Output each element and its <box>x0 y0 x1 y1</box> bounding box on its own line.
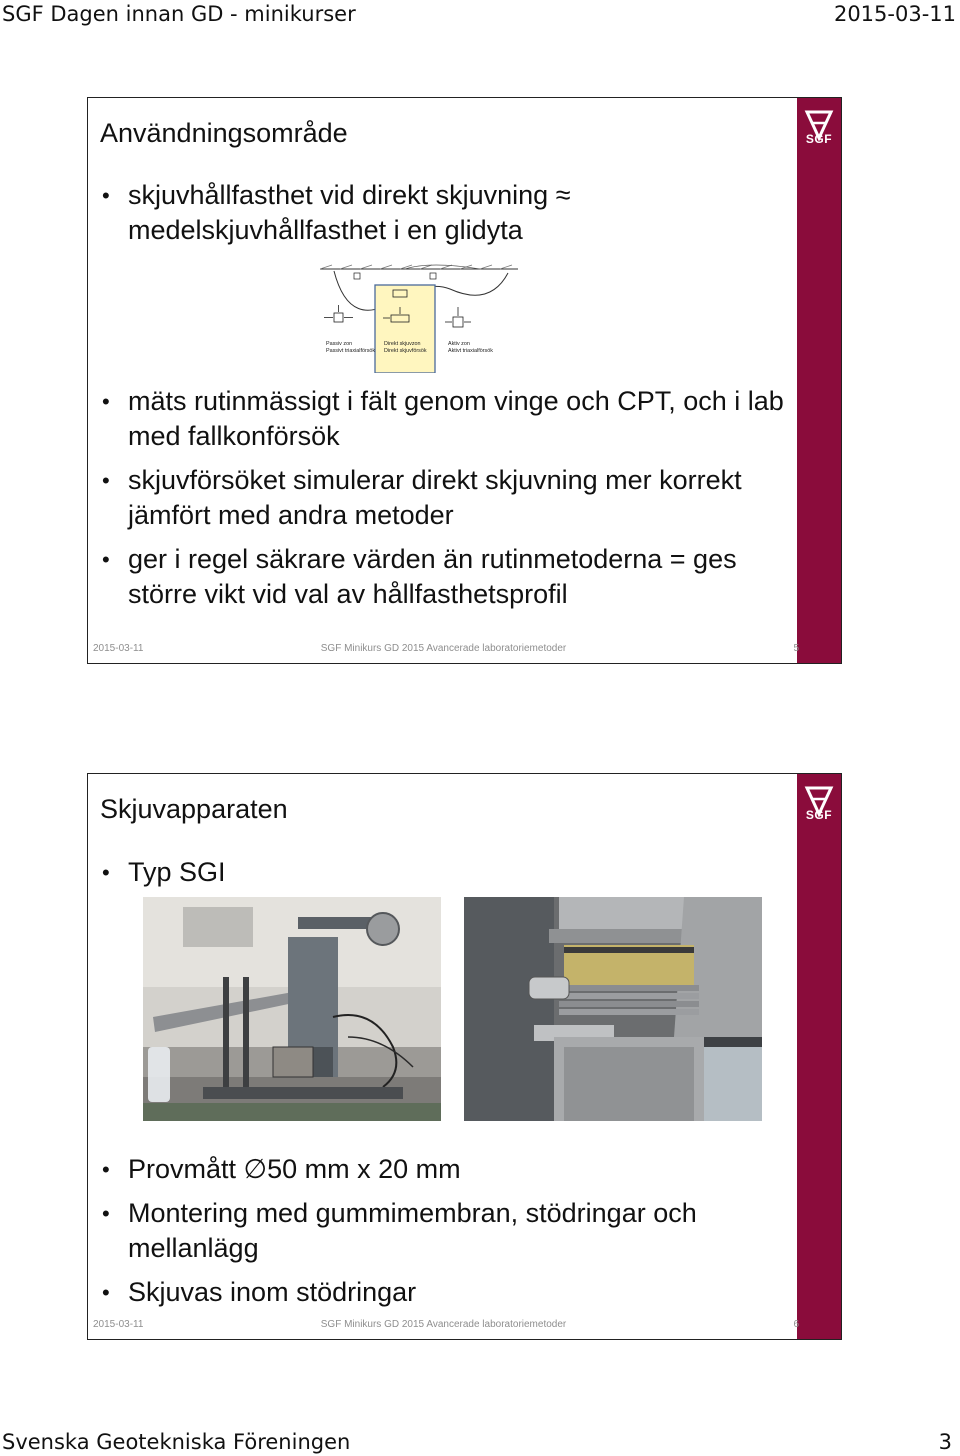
page-header-date: 2015-03-11 <box>833 2 956 26</box>
provmatt-prefix: Provmått <box>128 1154 244 1184</box>
diagram-label: Direkt skjuvzon <box>384 341 421 347</box>
sgf-logo-icon <box>803 108 835 154</box>
slide-title: Användningsområde <box>100 118 348 148</box>
diagram-label: Passiv zon <box>326 341 353 347</box>
provmatt-value: 50 mm x 20 mm <box>267 1154 461 1184</box>
list-item: • ger i regel säkrare värden än rutinmetoderna = ges större vikt vid val av hållfasthetsprofil <box>100 542 790 612</box>
page-header <box>0 0 960 30</box>
brand-sidebar <box>797 774 841 1339</box>
bullet-list-bottom <box>100 384 790 621</box>
slide-footer-date: 2015-03-11 <box>93 1319 144 1330</box>
slide-footer-course: SGF Minikurs GD 2015 Avancerade laboratoriemetoder <box>320 1319 567 1330</box>
page-number: 3 <box>938 1430 952 1454</box>
diagram-label: Aktiv zon <box>448 341 470 347</box>
page-footer-organization: Svenska Geotekniska Föreningen <box>2 1430 351 1454</box>
list-item: • skjuvförsöket simulerar direkt skjuvning mer korrekt jämfört med andra metoder <box>100 463 790 533</box>
diagram-label: Passivt triaxialförsök <box>326 348 376 354</box>
bullet-list-top <box>100 178 790 257</box>
slide-5 <box>87 97 842 664</box>
sgf-logo-text: SGF <box>805 808 833 822</box>
page-header-title: SGF Dagen innan GD - minikurser <box>2 2 356 26</box>
diagram-label: Direkt skjuvförsök <box>384 348 427 354</box>
bullet-list-bottom <box>100 1152 790 1319</box>
list-item: • Typ SGI <box>100 855 790 890</box>
slide-footer-course: SGF Minikurs GD 2015 Avancerade laboratoriemetoder <box>320 643 567 654</box>
sgf-logo-icon <box>803 784 835 830</box>
slide-footer <box>88 643 799 659</box>
shear-apparatus-photo <box>143 897 441 1121</box>
list-item <box>100 1152 790 1187</box>
slide-footer-number: 6 <box>793 1319 799 1330</box>
slide-footer <box>88 1319 799 1335</box>
slide-footer-date: 2015-03-11 <box>93 643 144 654</box>
diagram-label: Aktivt triaxialförsök <box>448 348 493 354</box>
diameter-symbol: ∅ <box>243 1154 268 1184</box>
shear-zone-diagram <box>320 263 520 373</box>
sgf-logo-text: SGF <box>805 132 833 146</box>
shear-cell-photo <box>464 897 762 1121</box>
slide-6 <box>87 773 842 1340</box>
slide-title: Skjuvapparaten <box>100 794 288 824</box>
list-item: • Skjuvas inom stödringar <box>100 1275 790 1310</box>
bullet-list-top <box>100 855 790 899</box>
brand-sidebar <box>797 98 841 663</box>
list-item: • skjuvhållfasthet vid direkt skjuvning ≈ medelskjuvhållfasthet i en glidyta <box>100 178 790 248</box>
slide-footer-number: 5 <box>793 643 799 654</box>
list-item: • Montering med gummimembran, stödringar och mellanlägg <box>100 1196 790 1266</box>
list-item: • mäts rutinmässigt i fält genom vinge och CPT, och i lab med fallkonförsök <box>100 384 790 454</box>
page-footer <box>0 1426 960 1456</box>
